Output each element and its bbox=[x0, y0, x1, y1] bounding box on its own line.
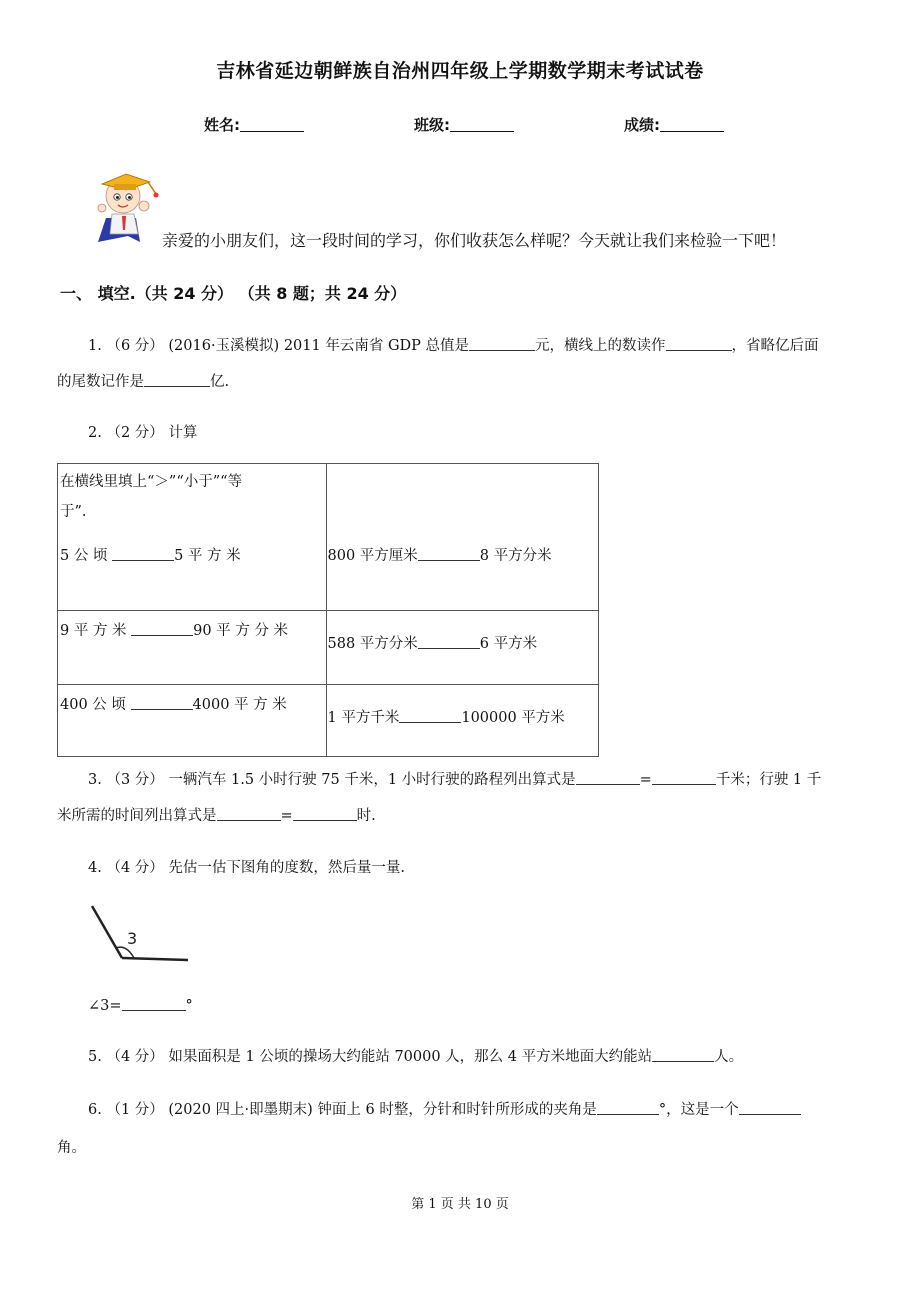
q3-text-e: 时. bbox=[356, 808, 376, 824]
question-5 bbox=[88, 1045, 743, 1066]
item-text: 6 平方米 bbox=[479, 636, 538, 652]
item-text: 90 平 方 分 米 bbox=[193, 623, 289, 639]
item-text: 400 公 顷 bbox=[60, 697, 131, 713]
item-text: 5 平 方 米 bbox=[174, 548, 241, 564]
table-row bbox=[58, 685, 599, 757]
q5-text-a: 5. （4 分） 如果面积是 1 公顷的操场大约能站 70000 人，那么 4 平方米地面大约能站 bbox=[88, 1049, 653, 1065]
item-text: 4000 平 方 米 bbox=[192, 697, 287, 713]
table-instruction-1: 在横线里填上“＞”“小于”“等 bbox=[60, 474, 243, 490]
table-item-r2c2 bbox=[328, 632, 538, 653]
q3-text-a: 3. （3 分） 一辆汽车 1.5 小时行驶 75 千米，1 小时行驶的路程列出算式是 bbox=[88, 772, 576, 788]
class-blank[interactable] bbox=[450, 117, 514, 132]
item-text: 5 公 顷 bbox=[60, 548, 113, 564]
q3-blank-3[interactable] bbox=[217, 806, 281, 821]
q3-equals: = bbox=[280, 808, 293, 824]
q3-blank-4[interactable] bbox=[293, 806, 357, 821]
question-4-answer bbox=[88, 996, 193, 1014]
item-text: 588 平方分米 bbox=[327, 636, 418, 652]
q5-text-b: 人。 bbox=[714, 1049, 744, 1065]
question-1-line-1 bbox=[88, 334, 819, 355]
q6-blank-1[interactable] bbox=[597, 1100, 659, 1115]
q4-degree: ° bbox=[185, 998, 193, 1014]
score-blank[interactable] bbox=[660, 117, 724, 132]
table-item-r1c2 bbox=[328, 544, 552, 565]
score-label: 成绩: bbox=[624, 116, 660, 134]
q6-blank-2[interactable] bbox=[739, 1100, 801, 1115]
item-text: 8 平方分米 bbox=[479, 548, 552, 564]
item-text: 100000 平方米 bbox=[461, 710, 565, 726]
question-6-line-1 bbox=[88, 1098, 801, 1119]
item-text: 800 平方厘米 bbox=[327, 548, 418, 564]
q3-blank-2[interactable] bbox=[652, 770, 716, 785]
table-cell bbox=[58, 685, 327, 757]
q5-blank[interactable] bbox=[652, 1047, 714, 1062]
q1-text-d: 的尾数记作是 bbox=[57, 374, 144, 390]
compare-blank[interactable] bbox=[418, 546, 480, 561]
table-item-r2c1 bbox=[60, 619, 288, 640]
mascot-illustration bbox=[88, 166, 168, 246]
q4-answer-label: ∠3= bbox=[88, 998, 122, 1014]
table-cell bbox=[326, 464, 599, 611]
q1-text-e: 亿. bbox=[210, 374, 230, 390]
table-item-r1c1 bbox=[60, 544, 241, 565]
page-footer: 第 1 页 共 10 页 bbox=[411, 1197, 509, 1212]
class-field bbox=[414, 114, 514, 135]
compare-blank[interactable] bbox=[131, 695, 193, 710]
compare-blank[interactable] bbox=[418, 634, 480, 649]
question-4-head: 4. （4 分） 先估一估下图角的度数，然后量一量. bbox=[88, 860, 405, 876]
page-title: 吉林省延边朝鲜族自治州四年级上学期数学期末考试试卷 bbox=[216, 60, 704, 82]
q1-text-c: ，省略亿后面 bbox=[731, 338, 819, 354]
table-cell bbox=[326, 611, 599, 685]
q1-blank-1[interactable] bbox=[469, 336, 535, 351]
table-cell bbox=[326, 685, 599, 757]
greeting-text: 亲爱的小朋友们，这一段时间的学习，你们收获怎么样呢？今天就让我们来检验一下吧！ bbox=[162, 231, 787, 250]
table-cell bbox=[58, 611, 327, 685]
q3-blank-1[interactable] bbox=[576, 770, 640, 785]
question-2-head: 2. （2 分） 计算 bbox=[88, 425, 198, 441]
item-text: 9 平 方 米 bbox=[60, 623, 132, 639]
name-field bbox=[204, 114, 304, 135]
question-3-line-1 bbox=[88, 768, 821, 789]
compare-blank[interactable] bbox=[131, 621, 193, 636]
question-6-line-2: 角。 bbox=[57, 1140, 86, 1156]
table-row bbox=[58, 464, 599, 611]
q6-text-b: °，这是一个 bbox=[658, 1102, 739, 1118]
q1-text-b: 元，横线上的数读作 bbox=[535, 338, 666, 354]
q3-equals: = bbox=[639, 772, 652, 788]
q3-text-d: 米所需的时间列出算式是 bbox=[57, 808, 217, 824]
class-label: 班级: bbox=[414, 116, 450, 134]
table-cell bbox=[58, 464, 327, 611]
table-item-r3c1 bbox=[60, 693, 287, 714]
question-3-line-2 bbox=[57, 804, 376, 825]
name-blank[interactable] bbox=[240, 117, 304, 132]
table-row bbox=[58, 611, 599, 685]
name-label: 姓名: bbox=[204, 116, 240, 134]
q3-text-c: 千米；行驶 1 千 bbox=[715, 772, 822, 788]
q6-text-a: 6. （1 分） (2020 四上·即墨期末) 钟面上 6 时整，分针和时针所形成的夹角是 bbox=[88, 1102, 597, 1118]
q1-blank-2[interactable] bbox=[666, 336, 732, 351]
question-1-line-2 bbox=[57, 370, 229, 391]
q1-blank-3[interactable] bbox=[144, 372, 210, 387]
compare-blank[interactable] bbox=[112, 546, 174, 561]
q1-text-a: 1. （6 分） (2016·玉溪模拟) 2011 年云南省 GDP 总值是 bbox=[88, 338, 470, 354]
angle-figure bbox=[86, 898, 196, 968]
comparison-table bbox=[57, 463, 599, 757]
section-heading: 一、 填空.（共 24 分） （共 8 题；共 24 分） bbox=[60, 284, 407, 303]
item-text: 1 平方千米 bbox=[327, 710, 400, 726]
compare-blank[interactable] bbox=[399, 708, 461, 723]
angle-label: 3 bbox=[127, 929, 138, 948]
score-field bbox=[624, 114, 724, 135]
q4-blank[interactable] bbox=[122, 996, 186, 1011]
table-instruction-2: 于”. bbox=[60, 504, 87, 520]
table-item-r3c2 bbox=[328, 706, 565, 727]
